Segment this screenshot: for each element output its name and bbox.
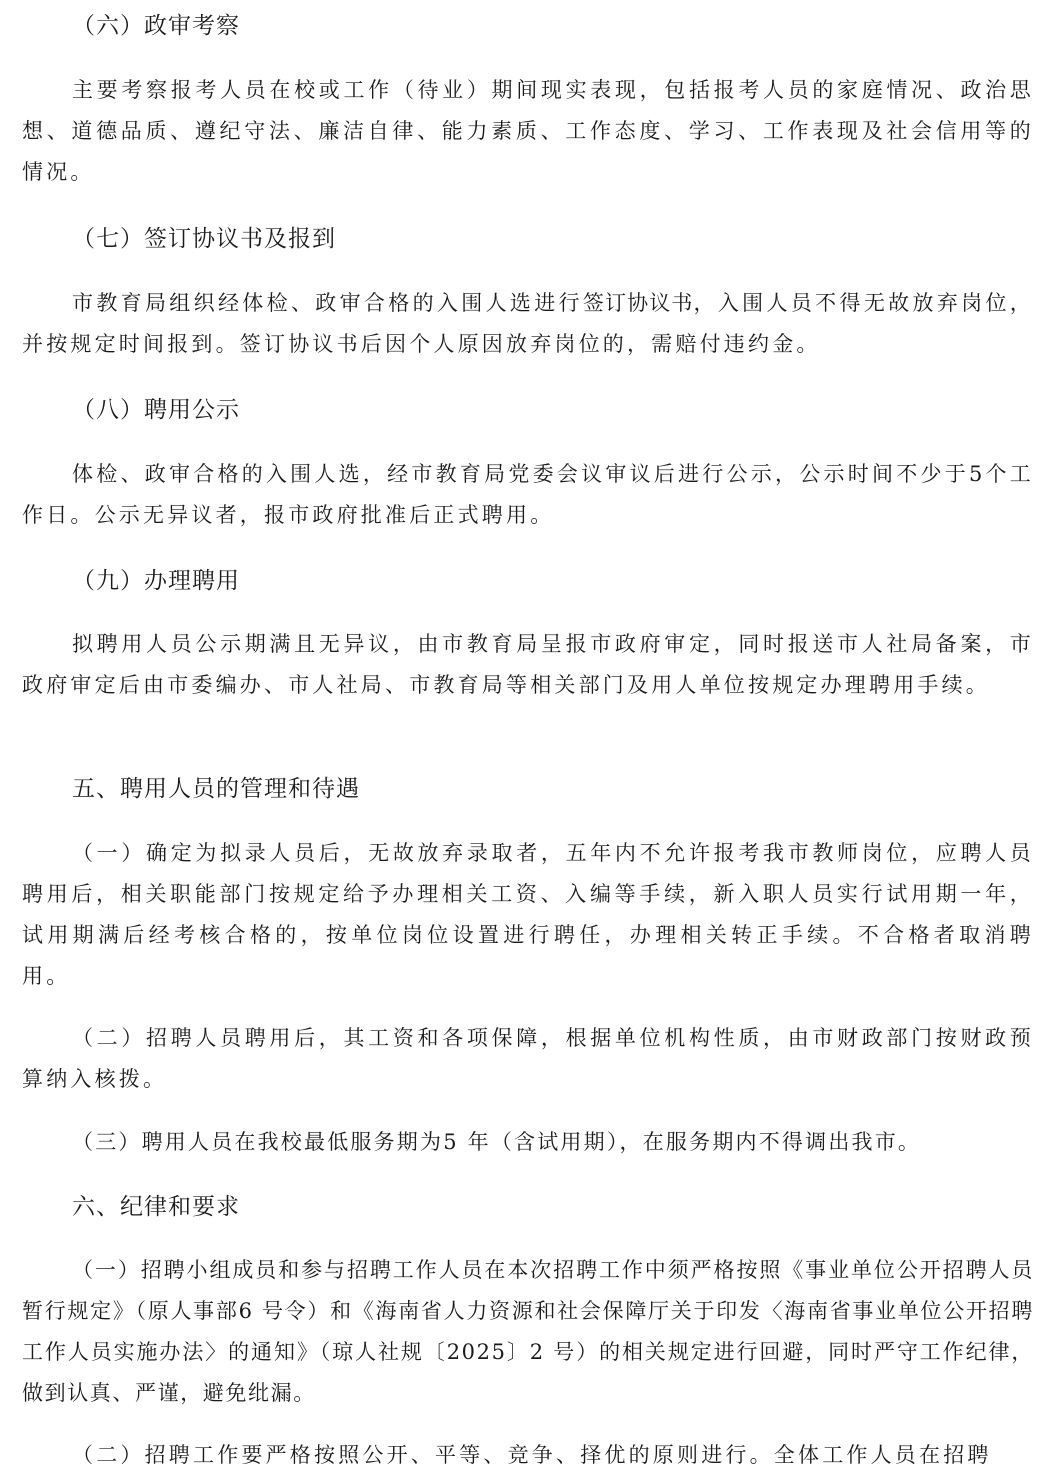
section-heading-political-review: （六）政审考察 (72, 13, 240, 39)
paragraph-publicity: 体检、政审合格的入围人选，经市教育局党委会议审议后进行公示，公示时间不少于5个工作日。公示无异议者，报市政府批准后正式聘用。 (22, 462, 1034, 527)
agreement-text-start: 市教育局组织经体检、政审合格的入围人选进行 (72, 291, 583, 315)
paragraph-management-1: （一）确定为拟录人员后，无故放弃录取者，五年内不允许报考我市教师岗位，应聘人员聘用后，相关职能部门按规定给予办理相关工资、入编等手续，新入职人员实行试用期一年，试用期满后经考核合格的，按单位岗位设置进行聘任，办理相关转正手续。不合格者取消聘用。 (22, 841, 1034, 988)
paragraph-discipline-2: （二）招聘工作要严格按照公开、平等、竞争、择优的原则进行。全体工作人员在招聘 (72, 1443, 992, 1467)
section-heading-employment-procedure: （九）办理聘用 (72, 568, 240, 594)
paragraph-management-3: （三）聘用人员在我校最低服务期为5 年（含试用期），在服务期内不得调出我市。 (72, 1130, 922, 1154)
chapter-heading-discipline: 六、纪律和要求 (72, 1194, 240, 1220)
paragraph-agreement (22, 283, 1034, 365)
section-heading-agreement: （七）签订协议书及报到 (72, 226, 336, 252)
paragraph-employment-procedure: 拟聘用人员公示期满且无异议，由市教育局呈报市政府审定，同时报送市人社局备案，市政府审定后由市委编办、市人社局、市教育局等相关部门及用人单位按规定办理聘用手续。 (22, 632, 1034, 697)
agreement-highlight: 签订协议书 (582, 291, 694, 315)
paragraph-discipline-1: （一）招聘小组成员和参与招聘工作人员在本次招聘工作中须严格按照《事业单位公开招聘人员暂行规定》（原人事部6 号令）和《海南省人力资源和社会保障厅关于印发〈海南省事业单位公开招聘工作人员实施办法〉的通知》（琼人社规〔2025〕2 号）的相关规定进行回避，同时严守工作纪律，做到认真、严谨，避免纰漏。 (22, 1258, 1034, 1405)
paragraph-political-review: 主要考察报考人员在校或工作（待业）期间现实表现，包括报考人员的家庭情况、政治思想、道德品质、遵纪守法、廉洁自律、能力素质、工作态度、学习、工作表现及社会信用等的情况。 (22, 78, 1034, 184)
chapter-heading-management: 五、聘用人员的管理和待遇 (72, 776, 360, 802)
section-heading-publicity: （八）聘用公示 (72, 397, 240, 423)
paragraph-management-2: （二）招聘人员聘用后，其工资和各项保障，根据单位机构性质，由市财政部门按财政预算纳入核拨。 (22, 1026, 1034, 1091)
agreement-text-end: ，入围人员不得无故放弃岗位，并按规定时间报到。签订协议书后因个人原因放弃岗位的，需赔付违约金。 (22, 291, 1034, 356)
